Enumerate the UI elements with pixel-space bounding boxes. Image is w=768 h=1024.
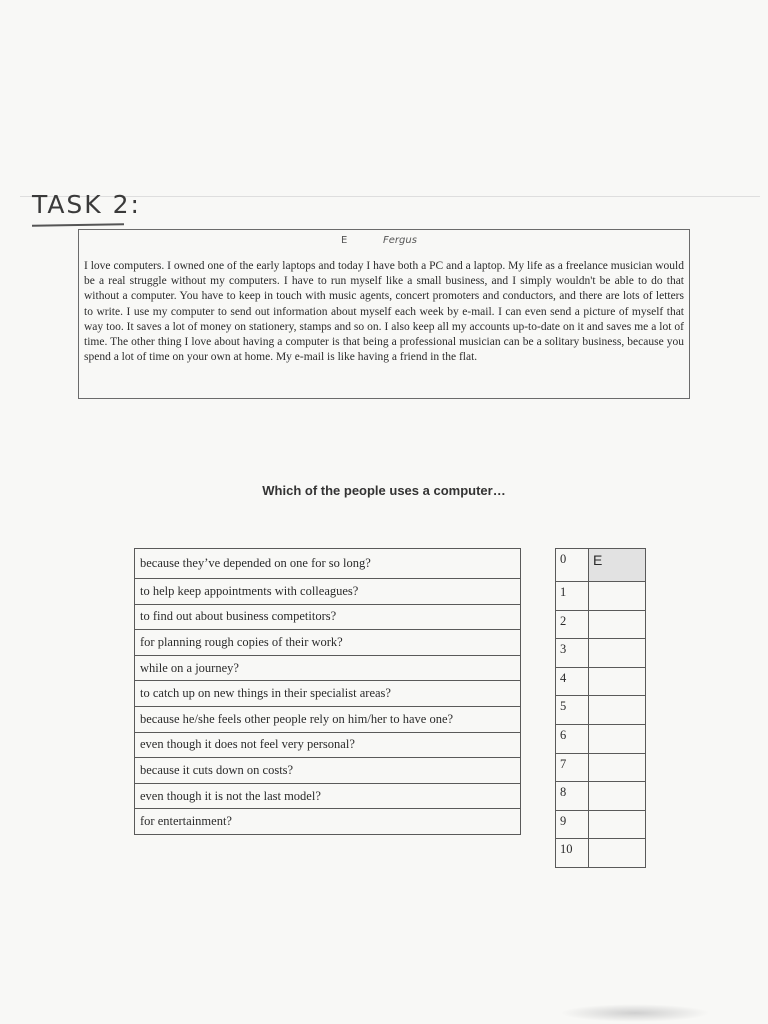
question-number: 0	[556, 549, 589, 582]
answer-row	[556, 582, 646, 611]
answer-cell[interactable]: E	[589, 549, 646, 582]
question-number: 7	[556, 753, 589, 782]
question-row	[135, 809, 521, 835]
question-number: 1	[556, 582, 589, 611]
question-text: even though it does not feel very personal?	[135, 732, 521, 758]
question-number: 10	[556, 839, 589, 868]
answer-cell[interactable]	[589, 753, 646, 782]
passage-text: I love computers. I owned one of the early laptops and today I have both a PC and a laptop. My life as a freelance musician would be a real struggle without my computers. I have to run myself like a small business, and I simply wouldn't be able to do that without a computer. You have to keep in touch with music agents, concert promoters and conductors, and there are lots of letters to write. I use my computer to send out information about myself each week by e-mail. I can even send a picture of myself that way too. It saves a lot of money on stationery, stamps and so on. I also keep all my accounts up-to-date on it and saves me a lot of time. The other thing I love about having a computer is that being a professional musician can be a solitary business, because you spend a lot of time on your own at home. My e-mail is like having a friend in the flat.	[84, 260, 684, 364]
answer-row	[556, 753, 646, 782]
question-number: 8	[556, 782, 589, 811]
questions-table	[134, 548, 521, 835]
answer-cell[interactable]	[589, 667, 646, 696]
task-title: TASK 2:	[32, 190, 141, 219]
question-row	[135, 630, 521, 656]
answer-row	[556, 839, 646, 868]
question-text: while on a journey?	[135, 655, 521, 681]
answer-cell[interactable]	[589, 810, 646, 839]
question-row	[135, 783, 521, 809]
answer-row	[556, 639, 646, 668]
answer-row	[556, 549, 646, 582]
question-row	[135, 706, 521, 732]
answer-cell[interactable]	[589, 839, 646, 868]
question-heading: Which of the people uses a computer…	[262, 483, 506, 498]
person-letter: E	[341, 235, 348, 246]
answer-row	[556, 610, 646, 639]
question-text: to help keep appointments with colleagues?	[135, 579, 521, 605]
question-number: 3	[556, 639, 589, 668]
answer-cell[interactable]	[589, 696, 646, 725]
answer-cell[interactable]	[589, 782, 646, 811]
question-text: for entertainment?	[135, 809, 521, 835]
answer-row	[556, 782, 646, 811]
question-text: because it cuts down on costs?	[135, 758, 521, 784]
answer-cell[interactable]	[589, 610, 646, 639]
question-number: 2	[556, 610, 589, 639]
task-title-underline	[32, 223, 124, 227]
person-name: Fergus	[383, 235, 417, 246]
question-row	[135, 579, 521, 605]
question-row	[135, 758, 521, 784]
question-row	[135, 549, 521, 579]
question-number: 4	[556, 667, 589, 696]
question-row	[135, 681, 521, 707]
answer-cell[interactable]	[589, 582, 646, 611]
question-text: because he/she feels other people rely on him/her to have one?	[135, 706, 521, 732]
answer-row	[556, 724, 646, 753]
question-text: to find out about business competitors?	[135, 604, 521, 630]
scan-smudge	[560, 1004, 710, 1022]
question-text: even though it is not the last model?	[135, 783, 521, 809]
passage-box	[78, 229, 690, 399]
answers-table	[555, 548, 646, 868]
question-number: 5	[556, 696, 589, 725]
question-text: because they’ve depended on one for so long?	[135, 549, 521, 579]
answer-cell[interactable]	[589, 724, 646, 753]
question-row	[135, 604, 521, 630]
question-number: 6	[556, 724, 589, 753]
question-text: to catch up on new things in their specialist areas?	[135, 681, 521, 707]
answer-row	[556, 810, 646, 839]
question-row	[135, 655, 521, 681]
question-text: for planning rough copies of their work?	[135, 630, 521, 656]
question-number: 9	[556, 810, 589, 839]
answer-row	[556, 696, 646, 725]
question-row	[135, 732, 521, 758]
answer-cell[interactable]	[589, 639, 646, 668]
answer-row	[556, 667, 646, 696]
